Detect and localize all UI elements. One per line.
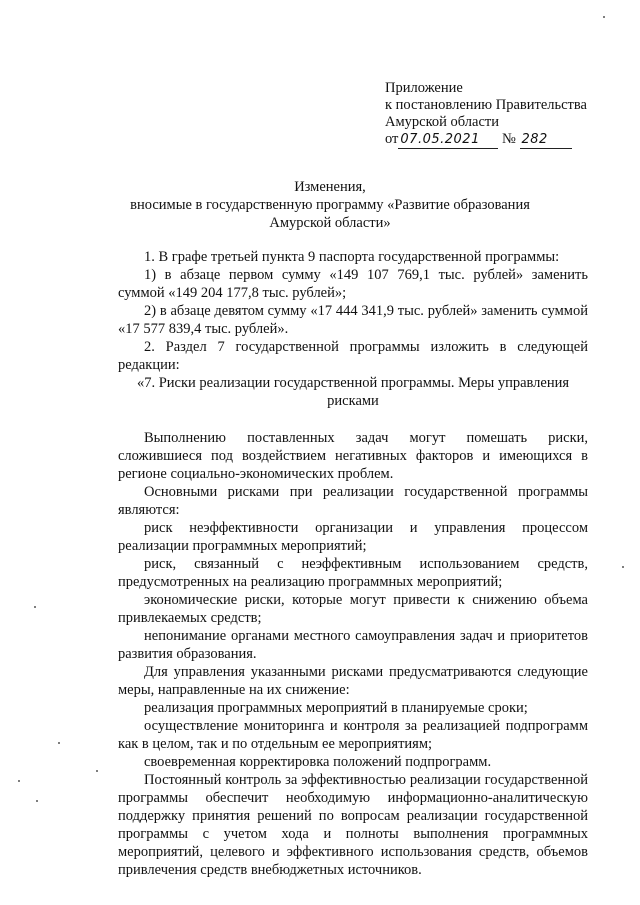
appendix-region-line: Амурской области: [385, 114, 499, 130]
paragraph-14: своевременная корректировка положений подпрограмм.: [144, 754, 492, 770]
appendix-block: [385, 80, 625, 149]
scan-speck: [58, 742, 60, 744]
scan-speck: [96, 770, 98, 772]
date-prefix: от: [385, 131, 399, 147]
scan-speck: [36, 800, 38, 802]
appendix-date-number-line: [385, 131, 625, 149]
paragraph-11: Для управления указанными рисками предусматриваются следующие меры, направленные на их снижение:: [118, 664, 588, 698]
document-body: [118, 248, 588, 879]
paragraph-12: реализация программных мероприятий в планируемые сроки;: [144, 700, 528, 716]
section-title: «7. Риски реализации государственной программы. Меры управления рисками: [136, 375, 570, 409]
title-line-1: Изменения,: [294, 179, 366, 195]
paragraph-10: непонимание органами местного самоуправления задач и приоритетов развития образования.: [118, 628, 588, 662]
paragraph-13: осуществление мониторинга и контроля за реализацией подпрограмм как в целом, так и по отдельным ее мероприятиям;: [118, 718, 588, 752]
handwritten-number: 282: [520, 131, 572, 149]
number-prefix: №: [502, 131, 516, 147]
paragraph-6: Основными рисками при реализации государственной программы являются:: [118, 484, 588, 518]
paragraph-1: 1. В графе третьей пункта 9 паспорта государственной программы:: [144, 249, 560, 265]
scan-speck: [622, 566, 624, 568]
document-title: [95, 178, 565, 232]
paragraph-7: риск неэффективности организации и управления процессом реализации программных мероприятий;: [118, 520, 588, 554]
scan-speck: [603, 16, 605, 18]
paragraph-2: 1) в абзаце первом сумму «149 107 769,1 тыс. рублей» заменить суммой «149 204 177,8 тыс. рублей»;: [118, 267, 588, 301]
paragraph-4: 2. Раздел 7 государственной программы изложить в следующей редакции:: [118, 339, 588, 373]
appendix-heading: Приложение: [385, 80, 463, 96]
title-line-3: Амурской области»: [269, 215, 391, 231]
paragraph-5: Выполнению поставленных задач могут помешать риски, сложившиеся под воздействием негативных факторов и имеющихся в регионе социально-экономических проблем.: [118, 430, 588, 482]
handwritten-date: 07.05.2021: [398, 131, 498, 149]
paragraph-3: 2) в абзаце девятом сумму «17 444 341,9 тыс. рублей» заменить суммой «17 577 839,4 тыс. рублей».: [118, 303, 588, 337]
scan-speck: [18, 780, 20, 782]
paragraph-15: Постоянный контроль за эффективностью реализации государственной программы обеспечит необходимую информационно-аналитическую поддержку принятия решений по вопросам реализации государственной программы с учетом хода и полноты выполнения программных мероприятий, целевого и эффективного использования средств, объемов привлечения средств внебюджетных источников.: [118, 772, 588, 878]
title-line-2: вносимые в государственную программу «Развитие образования: [130, 197, 530, 213]
appendix-resolution-line: к постановлению Правительства: [385, 97, 587, 113]
paragraph-8: риск, связанный с неэффективным использованием средств, предусмотренных на реализацию программных мероприятий;: [118, 556, 588, 590]
scan-speck: [34, 606, 36, 608]
paragraph-9: экономические риски, которые могут привести к снижению объема привлекаемых средств;: [118, 592, 588, 626]
